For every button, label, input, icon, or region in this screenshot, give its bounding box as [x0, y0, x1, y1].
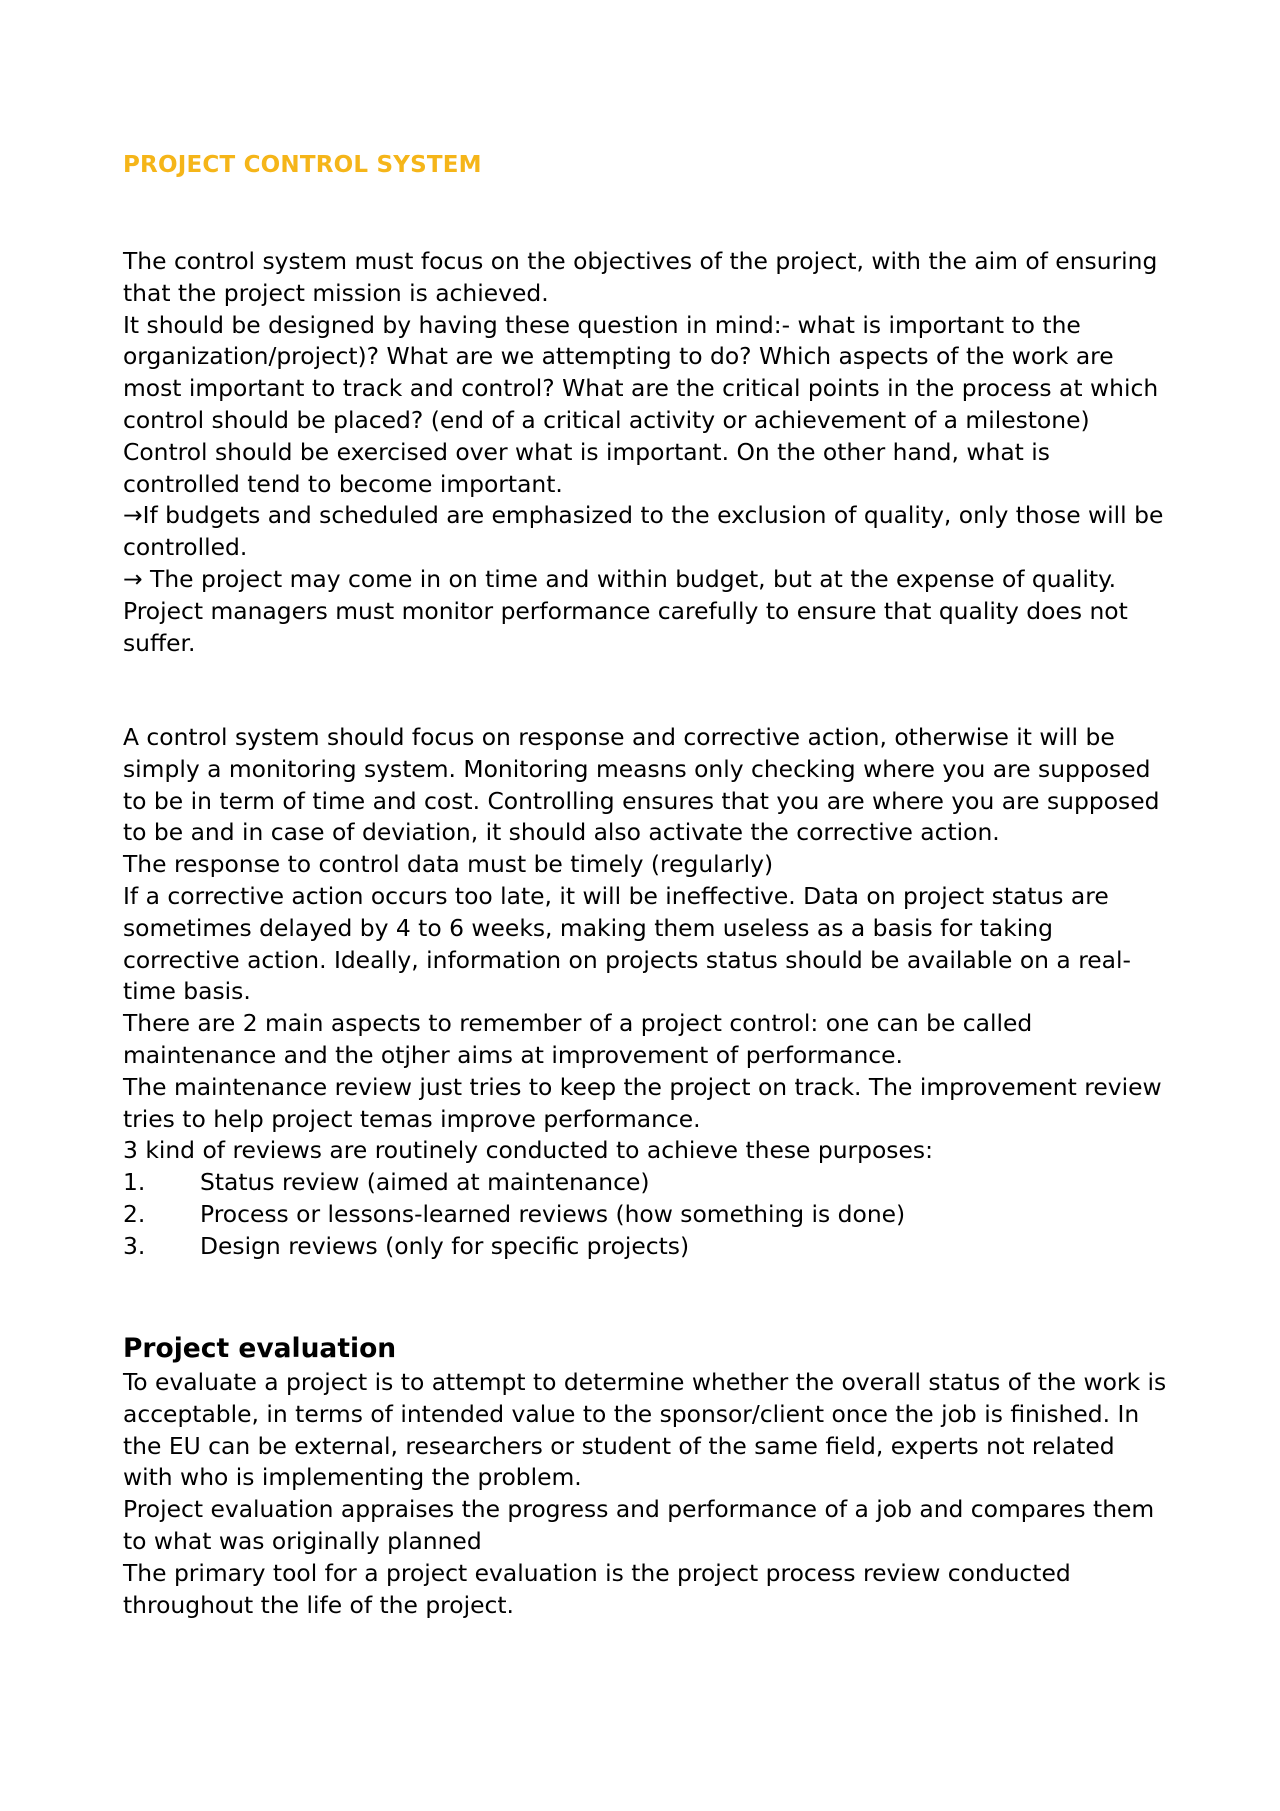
paragraph: Control should be exercised over what is important. On the other hand, what is controlled tend to become important. [123, 437, 1050, 498]
list-item [123, 1167, 1168, 1199]
paragraph: 3 kind of reviews are routinely conducted to achieve these purposes: [123, 1136, 933, 1165]
paragraph: →If budgets and scheduled are emphasized to the exclusion of quality, only those will be controlled. [123, 501, 1164, 562]
paragraph: There are 2 main aspects to remember of a project control: one can be called maintenance and the otjher aims at improvement of performance. [123, 1009, 1033, 1069]
section-heading: Project evaluation [123, 1333, 397, 1364]
paragraph: If a corrective action occurs too late, it will be ineffective. Data on project status are sometimes delayed by 4 to 6 weeks, making them useless as a basis for taking corrective action. Ideally, information on projects status should be available on a real-time basis. [123, 881, 1131, 1006]
paragraph: The primary tool for a project evaluation is the project process review conducted throughout the life of the project. [123, 1558, 1071, 1619]
list-number: 2. [123, 1199, 146, 1228]
paragraph: The control system must focus on the objectives of the project, with the aim of ensuring that the project mission is achieved. [123, 247, 1158, 307]
list-number: 1. [123, 1168, 146, 1197]
paragraph: The response to control data must be timely (regularly) [123, 850, 774, 879]
paragraph: A control system should focus on response and corrective action, otherwise it will be simply a monitoring system. Monitoring measns only checking where you are supposed to be in term of time and cost. Controlling ensures that you are where you are supposed to be and in case of deviation, it should also activate the corrective action. [123, 723, 1160, 847]
list-item [123, 1199, 1168, 1231]
list-item [123, 1231, 1168, 1263]
list-number: 3. [123, 1231, 146, 1260]
paragraph: The maintenance review just tries to keep the project on track. The improvement review tries to help project temas improve performance. [123, 1072, 1162, 1133]
control-system-response [123, 722, 1168, 1263]
paragraph: Project evaluation appraises the progress and performance of a job and compares them to what was originally planned [123, 1495, 1155, 1555]
project-evaluation-section [123, 1367, 1168, 1621]
reviews-list [123, 1167, 1168, 1262]
list-text: Status review (aimed at maintenance) [200, 1168, 650, 1197]
list-text: Design reviews (only for specific projects) [200, 1231, 690, 1260]
paragraph: To evaluate a project is to attempt to determine whether the overall status of the work is acceptable, in terms of intended value to the sponsor/client once the job is finished. In the EU can be external, researchers or student of the same field, experts not related with who is implementing the problem. [123, 1368, 1167, 1492]
paragraph: → The project may come in on time and within budget, but at the expense of quality. Project managers must monitor performance carefully to ensure that quality does not suffer. [123, 564, 1128, 657]
control-system-intro [123, 246, 1168, 659]
paragraph: It should be designed by having these question in mind:- what is important to the organization/project)? What are we attempting to do? Which aspects of the work are most important to track and control? What are the critical points in the process at which control should be placed? (end of a critical activity or achievement of a milestone) [123, 310, 1159, 434]
list-text: Process or lessons-learned reviews (how something is done) [200, 1199, 906, 1228]
document-title: PROJECT CONTROL SYSTEM [123, 152, 482, 178]
